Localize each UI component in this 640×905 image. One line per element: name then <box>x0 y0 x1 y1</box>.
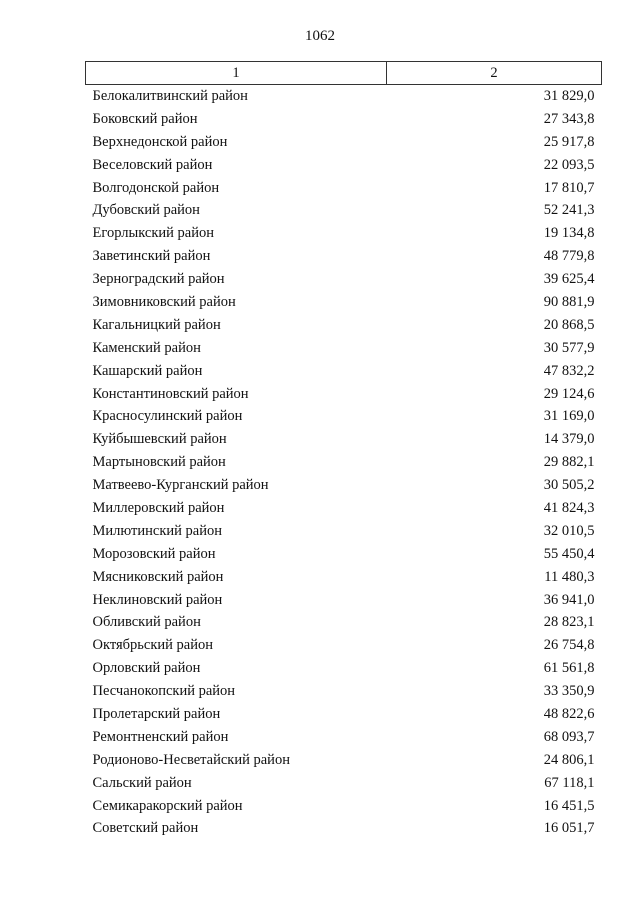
table-row <box>86 245 602 268</box>
district-name: Матвеево-Курганский район <box>92 477 269 494</box>
district-name: Орловский район <box>92 660 201 677</box>
column-header-1: 1 <box>86 62 387 85</box>
district-name: Родионово-Несветайский район <box>92 751 290 768</box>
district-name: Милютинский район <box>92 522 222 539</box>
district-amount: 41 824,3 <box>543 499 595 516</box>
table-row <box>86 177 602 200</box>
district-name: Миллеровский район <box>92 499 225 516</box>
district-name: Мартыновский район <box>92 454 226 471</box>
district-amount: 48 779,8 <box>543 248 595 265</box>
district-name: Обливский район <box>92 614 201 631</box>
district-amount: 26 754,8 <box>543 637 595 654</box>
district-amount: 27 343,8 <box>543 110 595 127</box>
district-amount: 14 379,0 <box>543 431 595 448</box>
table-row <box>86 566 602 589</box>
table-row <box>86 428 602 451</box>
district-amount: 39 625,4 <box>543 271 595 288</box>
table-header-row <box>86 62 602 85</box>
table-row <box>86 108 602 131</box>
table-row <box>86 383 602 406</box>
table-row <box>86 268 602 291</box>
table-row <box>86 634 602 657</box>
table-row <box>86 520 602 543</box>
page-number: 1062 <box>305 28 335 44</box>
district-amount: 67 118,1 <box>544 774 595 791</box>
district-amount: 25 917,8 <box>543 133 595 150</box>
table-row <box>86 131 602 154</box>
table-row <box>86 451 602 474</box>
district-name: Пролетарский район <box>92 705 221 722</box>
district-amount: 17 810,7 <box>543 179 595 196</box>
district-name: Куйбышевский район <box>92 431 227 448</box>
district-amount: 29 124,6 <box>543 385 595 402</box>
table-row <box>86 291 602 314</box>
table-row <box>86 314 602 337</box>
district-amount: 28 823,1 <box>543 614 595 631</box>
district-amount: 11 480,3 <box>544 568 595 585</box>
district-name: Ремонтненский район <box>92 728 229 745</box>
district-name: Советский район <box>92 820 199 837</box>
table-row <box>86 474 602 497</box>
table-row <box>86 154 602 177</box>
district-name: Красносулинский район <box>92 408 243 425</box>
district-name: Боковский район <box>92 110 198 127</box>
district-amount: 55 450,4 <box>543 545 595 562</box>
district-amount: 16 051,7 <box>543 820 595 837</box>
district-amount: 61 561,8 <box>543 660 595 677</box>
district-amount: 29 882,1 <box>543 454 595 471</box>
table-row <box>86 360 602 383</box>
table-row <box>86 199 602 222</box>
district-name: Кагальницкий район <box>92 316 221 333</box>
district-name: Егорлыкский район <box>92 225 214 242</box>
district-name: Морозовский район <box>92 545 216 562</box>
column-header-2: 2 <box>387 62 602 85</box>
district-amount: 30 577,9 <box>543 339 595 356</box>
district-amount: 90 881,9 <box>543 293 595 310</box>
district-amount: 20 868,5 <box>543 316 595 333</box>
table-body <box>86 85 602 841</box>
district-name: Веселовский район <box>92 156 213 173</box>
table-row <box>86 795 602 818</box>
district-name: Заветинский район <box>92 248 211 265</box>
district-name: Семикаракорский район <box>92 797 243 814</box>
district-amount: 31 169,0 <box>543 408 595 425</box>
district-name: Верхнедонской район <box>92 133 228 150</box>
district-amount: 22 093,5 <box>543 156 595 173</box>
district-name: Октябрьский район <box>92 637 213 654</box>
district-amount: 32 010,5 <box>543 522 595 539</box>
district-amount: 16 451,5 <box>543 797 595 814</box>
district-amount: 48 822,6 <box>543 705 595 722</box>
table-row <box>86 589 602 612</box>
district-name: Мясниковский район <box>92 568 224 585</box>
table-row <box>86 405 602 428</box>
district-name: Сальский район <box>92 774 192 791</box>
district-amount: 68 093,7 <box>543 728 595 745</box>
district-amount: 30 505,2 <box>543 477 595 494</box>
district-name: Дубовский район <box>92 202 200 219</box>
district-table <box>85 61 602 840</box>
district-amount: 52 241,3 <box>543 202 595 219</box>
table-row <box>86 222 602 245</box>
district-name: Волгодонской район <box>92 179 220 196</box>
district-amount: 36 941,0 <box>543 591 595 608</box>
district-name: Песчанокопский район <box>92 683 236 700</box>
table-row <box>86 818 602 841</box>
table-row <box>86 772 602 795</box>
district-name: Белокалитвинский район <box>92 87 248 104</box>
table-row <box>86 337 602 360</box>
district-name: Зерноградский район <box>92 271 225 288</box>
table-row <box>86 726 602 749</box>
table-row <box>86 703 602 726</box>
district-amount: 19 134,8 <box>543 225 595 242</box>
district-name: Каменский район <box>92 339 201 356</box>
district-name: Константиновский район <box>92 385 249 402</box>
district-amount: 24 806,1 <box>543 751 595 768</box>
district-name: Неклиновский район <box>92 591 223 608</box>
table-row <box>86 611 602 634</box>
table-row <box>86 543 602 566</box>
district-amount: 47 832,2 <box>543 362 595 379</box>
district-name: Кашарский район <box>92 362 203 379</box>
table-row <box>86 497 602 520</box>
district-name: Зимовниковский район <box>92 293 236 310</box>
district-amount: 33 350,9 <box>543 683 595 700</box>
table-row <box>86 657 602 680</box>
table-row <box>86 85 602 108</box>
table-row <box>86 680 602 703</box>
district-amount: 31 829,0 <box>543 87 595 104</box>
table-row <box>86 749 602 772</box>
